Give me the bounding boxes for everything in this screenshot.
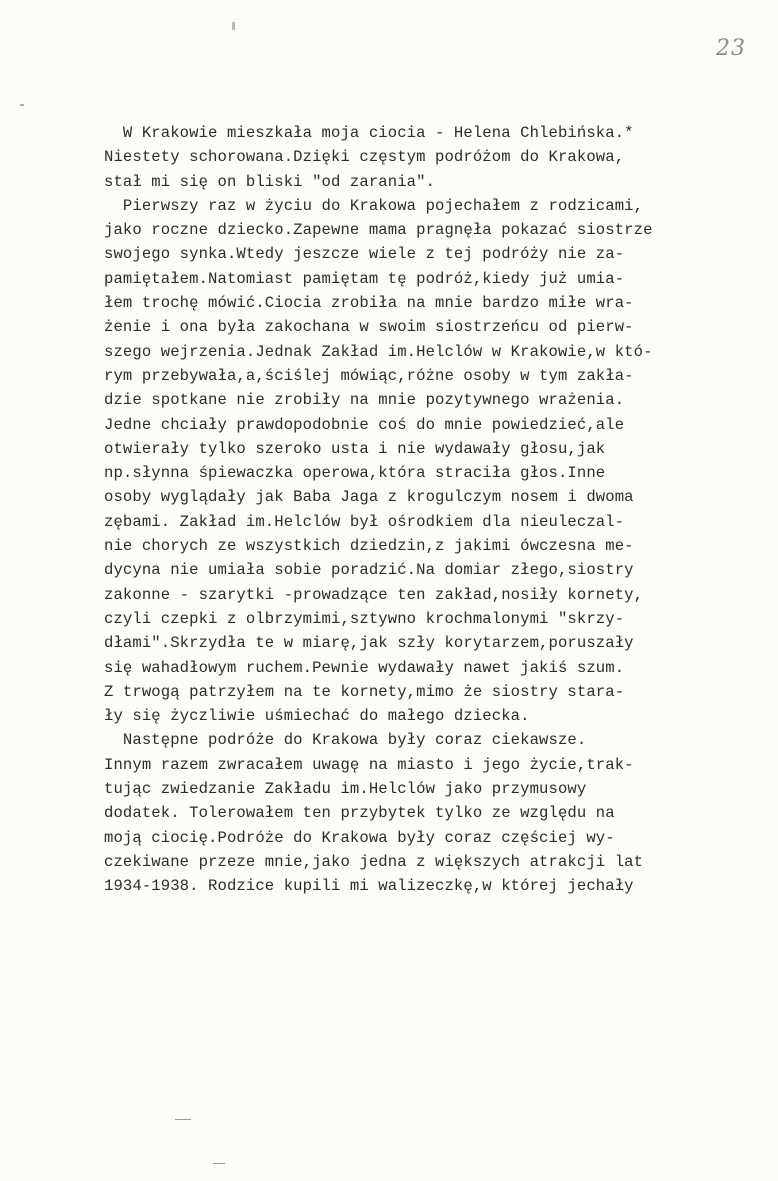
text-line: 1934-1938. Rodzice kupili mi walizeczkę,w której jechały bbox=[104, 877, 634, 896]
text-line: W Krakowie mieszkała moja ciocia - Helena Chlebińska.* bbox=[104, 124, 634, 142]
handwritten-page-number: 23 bbox=[716, 36, 746, 61]
text-line: Jedne chciały prawdopodobnie coś do mnie powiedzieć,ale bbox=[104, 415, 625, 434]
text-line: szego wejrzenia.Jednak Zakład im.Helclów w Krakowie,w któ- bbox=[104, 342, 653, 361]
text-line: łem trochę mówić.Ciocia zrobiła na mnie bardzo miłe wra- bbox=[104, 294, 634, 313]
text-line: żenie i ona była zakochana w swoim siostrzeńcu od pierw- bbox=[104, 318, 634, 337]
text-line: się wahadłowym ruchem.Pewnie wydawały nawet jakiś szum. bbox=[104, 658, 625, 677]
text-line: Z trwogą patrzyłem na te kornety,mimo że siostry stara- bbox=[104, 682, 625, 701]
text-line: czekiwane przeze mnie,jako jedna z większych atrakcji lat bbox=[104, 852, 644, 871]
stray-mark bbox=[175, 1119, 191, 1120]
text-line: jako roczne dziecko.Zapewne mama pragnęła pokazać siostrze bbox=[104, 221, 653, 240]
text-line: zakonne - szarytki -prowadzące ten zakład,nosiły kornety, bbox=[104, 585, 644, 604]
text-line: pamiętałem.Natomiast pamiętam tę podróż,kiedy już umia- bbox=[104, 269, 625, 288]
stray-mark bbox=[213, 1163, 225, 1164]
text-line: dłami".Skrzydła te w miarę,jak szły korytarzem,poruszały bbox=[104, 634, 634, 653]
text-line: stał mi się on bliski "od zarania". bbox=[104, 172, 436, 191]
text-line: dodatek. Tolerowałem ten przybytek tylko ze względu na bbox=[104, 804, 615, 823]
text-line: swojego synka.Wtedy jeszcze wiele z tej podróży nie za- bbox=[104, 245, 625, 264]
text-line: zębami. Zakład im.Helclów był ośrodkiem dla nieuleczal- bbox=[104, 512, 625, 531]
text-line: rym przebywała,a,ściślej mówiąc,różne osoby w tym zakła- bbox=[104, 366, 634, 385]
text-line: osoby wyglądały jak Baba Jaga z krogulczym nosem i dwoma bbox=[104, 488, 634, 507]
text-line: Innym razem zwracałem uwagę na miasto i jego życie,trak- bbox=[104, 755, 634, 774]
text-line: tując zwiedzanie Zakładu im.Helclów jako przymusowy bbox=[104, 780, 587, 799]
text-line: ły się życzliwie uśmiechać do małego dziecka. bbox=[104, 707, 530, 726]
text-line: moją ciocię.Podróże do Krakowa były coraz częściej wy- bbox=[104, 828, 615, 847]
text-line: otwierały tylko szeroko usta i nie wydawały głosu,jak bbox=[104, 439, 606, 458]
stray-mark bbox=[20, 104, 24, 106]
text-line: nie chorych ze wszystkich dziedzin,z jakimi ówczesna me- bbox=[104, 537, 634, 556]
text-line: Następne podróże do Krakowa były coraz ciekawsze. bbox=[104, 731, 587, 750]
text-line: dzie spotkane nie zrobiły na mnie pozytywnego wrażenia. bbox=[104, 391, 625, 410]
text-line: Niestety schorowana.Dzięki częstym podróżom do Krakowa, bbox=[104, 148, 625, 167]
text-line: Pierwszy raz w życiu do Krakowa pojechałem z rodzicami, bbox=[104, 196, 644, 215]
text-line: czyli czepki z olbrzymimi,sztywno krochmalonymi "skrzy- bbox=[104, 609, 625, 628]
stray-mark bbox=[232, 22, 235, 30]
text-line: dycyna nie umiała sobie poradzić.Na domiar złego,siostry bbox=[104, 561, 634, 580]
text-line: np.słynna śpiewaczka operowa,która straciła głos.Inne bbox=[104, 464, 606, 483]
typewritten-body bbox=[104, 121, 744, 899]
